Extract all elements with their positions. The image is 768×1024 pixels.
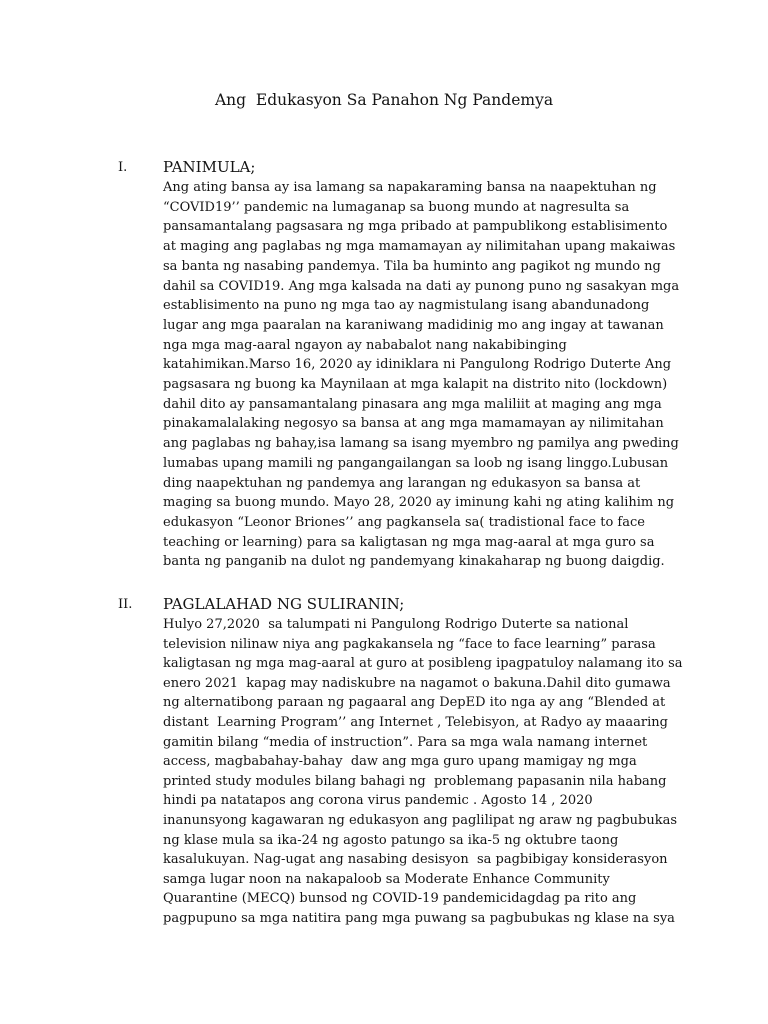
paragraph-line: kasalukuyan. Nag-ugat ang nasabing desisyon sa pagbibigay konsiderasyon <box>163 852 668 868</box>
paragraph-line: teaching or learning) para sa kaligtasan ng mga mag-aaral at mga guro sa <box>163 534 655 550</box>
paragraph-line: ng klase mula sa ika-24 ng agosto patungo sa ika-5 ng oktubre taong <box>163 832 619 848</box>
paragraph-line: establisimento na puno ng mga tao ay nagmistulang isang abandunadong <box>163 298 650 314</box>
paragraph-line: samga lugar noon na nakapaloob sa Moderate Enhance Community <box>163 871 610 887</box>
paragraph-line: distant Learning Program’’ ang Internet , Telebisyon, at Radyo ay maaaring <box>163 714 668 730</box>
paragraph-line: pinakamalalaking negosyo sa bansa at ang mga mamamayan ay nilimitahan <box>163 416 664 432</box>
document-title: Ang Edukasyon Sa Panahon Ng Pandemya <box>214 91 554 109</box>
paragraph-line: Hulyo 27,2020 sa talumpati ni Pangulong Rodrigo Duterte sa national <box>163 617 629 632</box>
paragraph-line: katahimikan.Marso 16, 2020 ay idiniklara ni Pangulong Rodrigo Duterte Ang <box>163 357 672 373</box>
paragraph-line: lumabas upang mamili ng pangangailangan sa loob ng isang linggo.Lubusan <box>163 455 669 471</box>
paragraph-line: dahil sa COVID19. Ang mga kalsada na dati ay punong puno ng sasakyan mga <box>163 278 680 294</box>
paragraph-line: hindi pa natatapos ang corona virus pandemic . Agosto 14 , 2020 <box>163 793 593 809</box>
paragraph-line: Ang ating bansa ay isa lamang sa napakaraming bansa na naapektuhan ng <box>163 180 657 195</box>
paragraph-line: gamitin bilang “media of instruction”. Para sa mga wala namang internet <box>163 734 648 750</box>
paragraph-line: maging sa buong mundo. Mayo 28, 2020 ay iminung kahi ng ating kalihim ng <box>163 495 675 511</box>
section-paragraph <box>163 178 679 572</box>
paragraph-line: pagpupuno sa mga natitira pang mga puwang sa pagbubukas ng klase na sya <box>163 910 675 926</box>
paragraph-line: at maging ang paglabas ng mga mamamayan ay nilimitahan upang makaiwas <box>163 239 676 255</box>
paragraph-line: access, magbabahay-bahay daw ang mga guro upang mamigay ng mga <box>163 754 637 770</box>
paragraph-line: inanunsyong kagawaran ng edukasyon ang paglilipat ng araw ng pagbubukas <box>163 812 678 828</box>
paragraph-line: pansamantalang pagsasara ng mga pribado at pampublikong establisimento <box>163 219 668 235</box>
paragraph-line: ang paglabas ng bahay,isa lamang sa isang myembro ng pamilya ang pweding <box>163 436 679 452</box>
paragraph-line: lugar ang mga paaralan na karaniwang madidinig mo ang ingay at tawanan <box>163 317 664 333</box>
paragraph-line: pagsasara ng buong ka Maynilaan at mga kalapit na distrito nito (lockdown) <box>163 377 668 393</box>
paragraph-line: nga mga mag-aaral ngayon ay nababalot nang nakabibinging <box>163 337 567 353</box>
paragraph-line: ng alternatibong paraan ng pagaaral ang DepED ito nga ay ang “Blended at <box>163 695 666 711</box>
paragraph-line: dahil dito ay pansamantalang pinasara ang mga maliliit at maging ang mga <box>163 396 662 412</box>
paragraph-line: enero 2021 kapag may nadiskubre na nagamot o bakuna.Dahil dito gumawa <box>163 675 671 691</box>
section-heading: PANIMULA; <box>163 158 256 176</box>
paragraph-line: banta ng panganib na dulot ng pandemyang kinakaharap ng buong daigdig. <box>163 554 665 570</box>
section-heading: PAGLALAHAD NG SULIRANIN; <box>163 595 405 613</box>
section-paragraph <box>163 615 683 929</box>
paragraph-line: sa banta ng nasabing pandemya. Tila ba huminto ang pagikot ng mundo ng <box>163 258 661 274</box>
paragraph-line: “COVID19’’ pandemic na lumaganap sa buong mundo at nagresulta sa <box>163 199 630 215</box>
paragraph-line: Quarantine (MECQ) bunsod ng COVID-19 pandemicidagdag pa rito ang <box>163 891 637 907</box>
paragraph-line: kaligtasan ng mga mag-aaral at guro at posibleng ipagpatuloy nalamang ito sa <box>163 656 683 672</box>
section-numeral: II. <box>118 597 133 612</box>
section-numeral: I. <box>118 160 128 175</box>
paragraph-line: ding naapektuhan ng pandemya ang larangan ng edukasyon sa bansa at <box>163 475 641 491</box>
paragraph-line: television nilinaw niya ang pagkakansela ng “face to face learning” parasa <box>163 636 656 652</box>
paragraph-line: edukasyon “Leonor Briones’’ ang pagkansela sa( tradistional face to face <box>163 514 645 530</box>
paragraph-line: printed study modules bilang bahagi ng problemang papasanin nila habang <box>163 773 667 789</box>
